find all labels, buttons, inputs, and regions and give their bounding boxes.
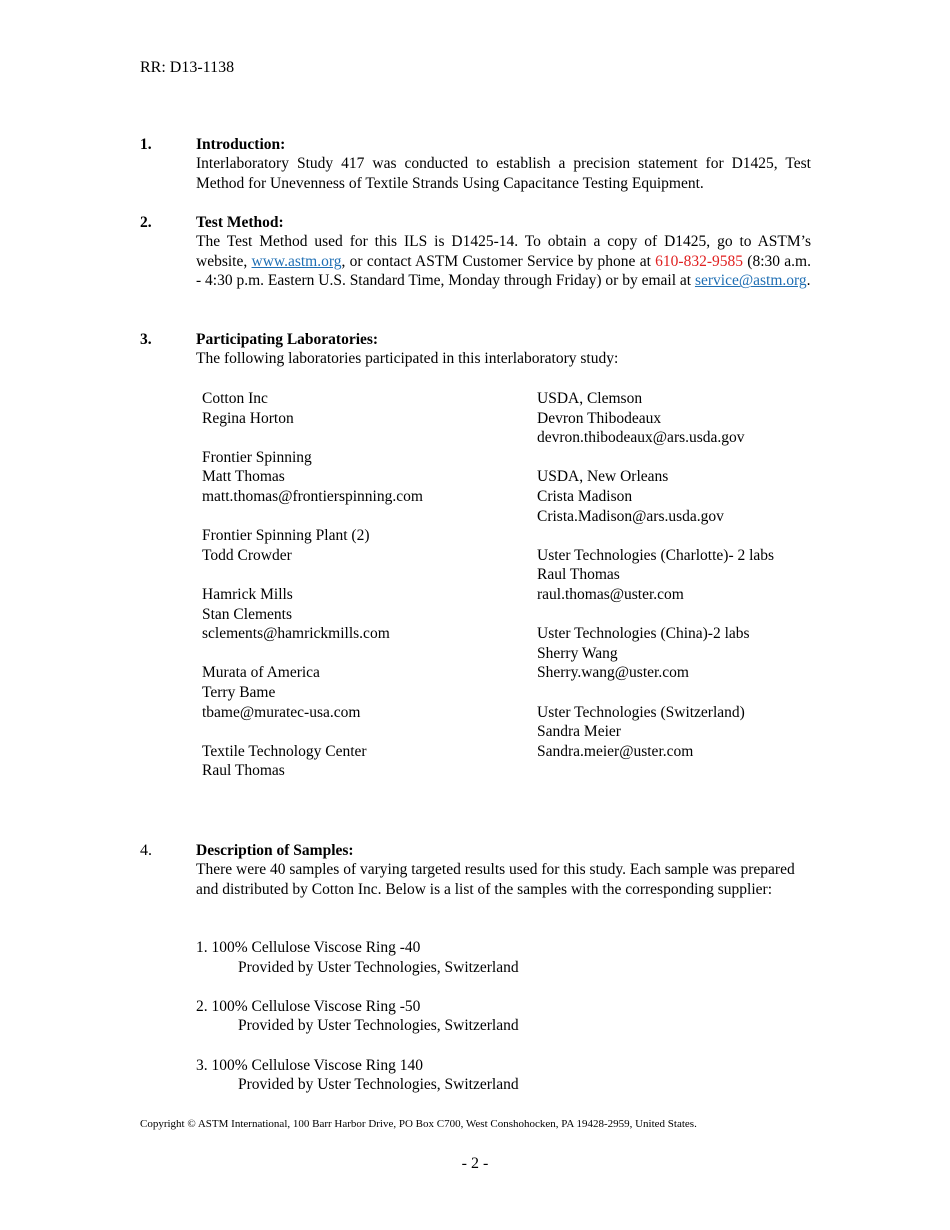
copyright-footer: Copyright © ASTM International, 100 Barr Harbor Drive, PO Box C700, West Conshohocken, PA 19428-2959, United States. [140, 1118, 697, 1130]
section-1-text: Interlaboratory Study 417 was conducted to establish a precision statement for D1425, Test Method for Unevenness of Textile Strands Using Capacitance Testing Equipment. [196, 155, 811, 192]
lab-contact: Regina Horton [202, 409, 294, 427]
lab-contact: Sandra Meier [537, 723, 621, 741]
lab-name: Uster Technologies (Switzerland) [537, 703, 745, 721]
lab-email: Sandra.meier@uster.com [537, 742, 694, 760]
lab-contact: Todd Crowder [202, 546, 292, 564]
section-3-title: Participating Laboratories: [196, 331, 379, 348]
sample-provider: Provided by Uster Technologies, Switzerland [238, 1076, 519, 1093]
lab-entry [537, 546, 774, 605]
section-1-number: 1. [140, 136, 152, 153]
sample-label: 1. 100% Cellulose Viscose Ring -40 [196, 939, 421, 956]
astm-website-link[interactable]: www.astm.org [251, 252, 342, 270]
section-3-number: 3. [140, 331, 152, 348]
section-3-intro: The following laboratories participated in this interlaboratory study: [196, 350, 619, 367]
lab-contact: Raul Thomas [202, 762, 285, 780]
lab-entry [202, 526, 423, 565]
lab-entry [202, 742, 423, 781]
lab-contact: Devron Thibodeaux [537, 409, 662, 427]
method-text-1: The Test Method used for this ILS is D1425-14. To obtain a copy of D1425, go to ASTM’s website, [196, 233, 811, 270]
lab-email: raul.thomas@uster.com [537, 585, 684, 603]
lab-email: tbame@muratec-usa.com [202, 703, 361, 721]
phone-number: 610-832-9585 [655, 252, 743, 270]
sample-provider: Provided by Uster Technologies, Switzerland [238, 1017, 519, 1034]
labs-right-column [537, 389, 774, 781]
lab-email: matt.thomas@frontierspinning.com [202, 487, 423, 505]
lab-entry [537, 467, 774, 526]
lab-entry [202, 389, 423, 428]
lab-email: sclements@hamrickmills.com [202, 625, 390, 643]
lab-entry [537, 703, 774, 762]
lab-name: USDA, Clemson [537, 390, 643, 407]
sample-label: 2. 100% Cellulose Viscose Ring -50 [196, 998, 421, 1015]
section-4-number: 4. [140, 842, 152, 859]
page-number: - 2 - [461, 1155, 489, 1172]
lab-name: USDA, New Orleans [537, 468, 669, 486]
section-1-title: Introduction: [196, 136, 286, 153]
lab-entry [537, 624, 774, 683]
sample-label: 3. 100% Cellulose Viscose Ring 140 [196, 1057, 423, 1074]
lab-email: devron.thibodeaux@ars.usda.gov [537, 429, 745, 447]
lab-name: Frontier Spinning Plant (2) [202, 527, 370, 545]
lab-contact: Stan Clements [202, 605, 292, 623]
lab-name: Uster Technologies (China)-2 labs [537, 625, 750, 643]
method-text-3: (8:30 a.m. - 4:30 p.m. Eastern U.S. Standard Time, Monday through Friday) or by email at [196, 252, 811, 290]
lab-name: Cotton Inc [202, 390, 268, 407]
section-2-text [196, 232, 811, 291]
method-text-4: . [806, 272, 811, 290]
section-2-number: 2. [140, 214, 152, 231]
lab-name: Frontier Spinning [202, 448, 312, 466]
section-4-title: Description of Samples: [196, 842, 354, 859]
lab-name: Murata of America [202, 664, 320, 682]
lab-name: Textile Technology Center [202, 742, 367, 760]
lab-contact: Matt Thomas [202, 468, 285, 486]
document-id: RR: D13-1138 [140, 59, 235, 76]
lab-contact: Crista Madison [537, 487, 633, 505]
lab-email: Sherry.wang@uster.com [537, 664, 689, 682]
lab-entry [202, 585, 423, 644]
section-4-text: There were 40 samples of varying targeted results used for this study. Each sample was prepared and distributed by Cotton Inc. Below is a list of the samples with the corresponding supplier: [196, 861, 795, 898]
service-email-link[interactable]: service@astm.org [694, 272, 807, 290]
lab-name: Hamrick Mills [202, 585, 293, 603]
lab-email: Crista.Madison@ars.usda.gov [537, 507, 724, 525]
lab-entry [202, 448, 423, 507]
lab-contact: Terry Bame [202, 683, 276, 701]
labs-left-column [202, 389, 423, 800]
lab-name: Uster Technologies (Charlotte)- 2 labs [537, 546, 775, 564]
section-2-title: Test Method: [196, 214, 284, 231]
lab-entry [202, 663, 423, 722]
lab-contact: Raul Thomas [537, 566, 620, 584]
lab-contact: Sherry Wang [537, 644, 618, 662]
sample-provider: Provided by Uster Technologies, Switzerland [238, 959, 519, 976]
lab-entry [537, 389, 774, 448]
method-text-2: , or contact ASTM Customer Service by phone at [341, 252, 656, 270]
